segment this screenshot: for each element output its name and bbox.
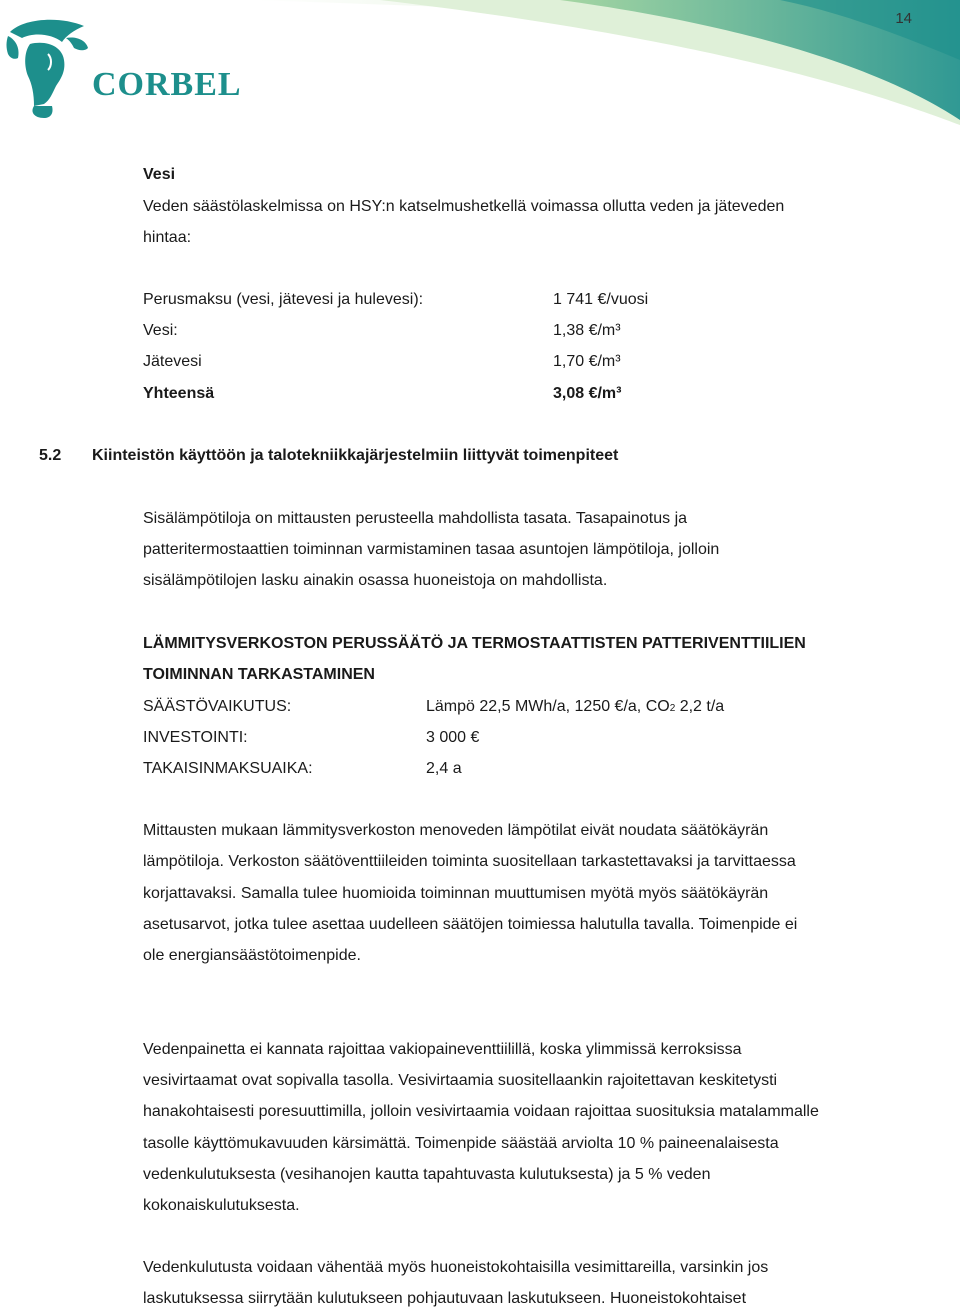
- price-total-label: Yhteensä: [143, 385, 215, 402]
- investment-value: 3 000 €: [426, 729, 480, 746]
- pressure-paragraph-line: vedenkulutuksesta (vesihanojen kautta tapahtuvasta kulutuksesta) ja 5 % veden: [143, 1166, 711, 1183]
- price-label: Vesi:: [143, 322, 178, 339]
- section-number: 5.2: [39, 447, 62, 464]
- section-paragraph-line: sisälämpötilojen lasku ainakin osassa huoneistoja on mahdollista.: [143, 572, 608, 589]
- pressure-paragraph-line: kokonaiskulutuksesta.: [143, 1197, 300, 1214]
- measure-title-line: TOIMINNAN TARKASTAMINEN: [143, 666, 375, 683]
- investment-label: INVESTOINTI:: [143, 729, 248, 746]
- measure-description-line: korjattavaksi. Samalla tulee huomioida toiminnan muuttumisen myötä myös säätökäyrän: [143, 885, 769, 902]
- section-title: Kiinteistön käyttöön ja talotekniikkajärjestelmiin liittyvät toimenpiteet: [92, 447, 619, 464]
- price-total-value: 3,08 €/m³: [553, 385, 622, 402]
- pressure-paragraph-line: tasolle käyttömukavuuden kärsimättä. Toimenpide säästää arviolta 10 % paineenalaisesta: [143, 1135, 779, 1152]
- measure-description-line: Mittausten mukaan lämmitysverkoston menoveden lämpötilat eivät noudata säätökäyrän: [143, 822, 769, 839]
- savings-label: SÄÄSTÖVAIKUTUS:: [143, 698, 292, 715]
- price-value: 1,38 €/m³: [553, 322, 621, 339]
- logo-wordmark: CORBEL: [92, 66, 242, 103]
- measure-description-line: asetusarvot, jotka tulee asettaa uudelleen säätöjen toimiessa halutulla tavalla. Toimenpide ei: [143, 916, 798, 933]
- measure-description-line: lämpötiloja. Verkoston säätöventtiileiden toiminta suositellaan tarkastettavaksi ja tarvittaessa: [143, 853, 796, 870]
- page-number: 14: [895, 10, 912, 27]
- water-intro-line: hintaa:: [143, 229, 192, 246]
- measure-description-line: ole energiansäästötoimenpide.: [143, 947, 361, 964]
- header-banner: [0, 0, 960, 125]
- pressure-paragraph-line: hanakohtaisesti poresuuttimilla, jolloin vesivirtaamia voidaan rajoittaa suosituksia matalammalle: [143, 1103, 819, 1120]
- payback-label: TAKAISINMAKSUAIKA:: [143, 760, 313, 777]
- price-label: Perusmaksu (vesi, jätevesi ja hulevesi):: [143, 291, 424, 308]
- price-label: Jätevesi: [143, 353, 202, 370]
- section-paragraph-line: patteritermostaattien toiminnan varmistaminen tasaa asuntojen lämpötiloja, jolloin: [143, 541, 720, 558]
- corbel-logo-icon: [4, 14, 92, 122]
- savings-value: Lämpö 22,5 MWh/a, 1250 €/a, CO2 2,2 t/a: [426, 698, 725, 715]
- meter-paragraph-line: Vedenkulutusta voidaan vähentää myös huoneistokohtaisilla vesimittareilla, varsinkin jos: [143, 1259, 769, 1276]
- water-intro-line: Veden säästölaskelmissa on HSY:n katselmushetkellä voimassa ollutta veden ja jäteveden: [143, 198, 785, 215]
- section-paragraph-line: Sisälämpötiloja on mittausten perusteella mahdollista tasata. Tasapainotus ja: [143, 510, 688, 527]
- pressure-paragraph-line: Vedenpainetta ei kannata rajoittaa vakiopaineventtiilillä, koska ylimmissä kerroksissa: [143, 1041, 742, 1058]
- price-value: 1 741 €/vuosi: [553, 291, 649, 308]
- meter-paragraph-line: laskutuksessa siirrytään kulutukseen pohjautuvaan laskutukseen. Huoneistokohtaiset: [143, 1290, 747, 1307]
- payback-value: 2,4 a: [426, 760, 462, 777]
- measure-title-line: LÄMMITYSVERKOSTON PERUSSÄÄTÖ JA TERMOSTAATTISTEN PATTERIVENTTIILIEN: [143, 635, 806, 652]
- water-heading: Vesi: [143, 166, 176, 183]
- pressure-paragraph-line: vesivirtaamat ovat sopivalla tasolla. Vesivirtaamia suositellaankin rajoitettavan keskitetysti: [143, 1072, 778, 1089]
- price-value: 1,70 €/m³: [553, 353, 621, 370]
